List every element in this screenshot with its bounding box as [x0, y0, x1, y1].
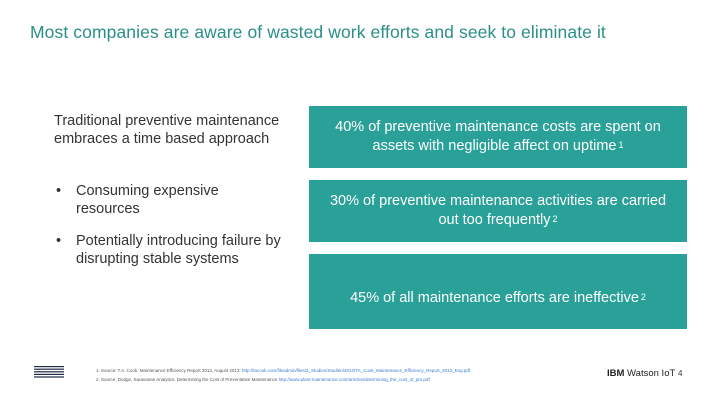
footnote-ref: 1 — [618, 140, 624, 150]
bullet-item — [56, 232, 286, 268]
page-number: 4 — [678, 369, 683, 378]
bullet-icon: • — [56, 183, 62, 199]
slide-title: Most companies are aware of wasted work efforts and seek to eliminate it — [30, 22, 606, 42]
intro-text: Traditional preventive maintenance embraces a time based approach — [54, 113, 280, 147]
footnote-text: 2. Source: Dodge, Saravanan Analytics, Determining the Cost of Preventative Maintenance — [96, 377, 279, 382]
footnote-ref: 2 — [552, 214, 558, 224]
stat-text: 45% of all maintenance efforts are ineffective — [350, 290, 639, 306]
ibm-logo-icon — [34, 365, 64, 379]
bullet-icon: • — [56, 233, 62, 249]
footnote-ref: 2 — [640, 292, 646, 302]
footnote-2 — [96, 375, 596, 384]
stat-box-3 — [309, 254, 687, 329]
bullet-item — [56, 182, 286, 218]
footnote-text: 1. Source: T.A. Cook. Maintenance Efficiency Report 2013, August 2013: — [96, 368, 242, 373]
stat-box-content — [350, 289, 646, 308]
bullet-text: Potentially introducing failure by disrupting stable systems — [76, 233, 281, 267]
brand-prefix: IBM — [607, 368, 625, 379]
brand-suffix: Watson IoT — [624, 368, 676, 379]
stat-text: 30% of preventive maintenance activities are carried out too frequently — [329, 193, 667, 228]
footnote-link[interactable]: http://www.plant-maintenance.com/articles/determining_the_cost_of_pm.pdf — [278, 377, 430, 382]
stat-text: 40% of preventive maintenance costs are spent on assets with negligible affect on uptime — [335, 119, 661, 154]
stat-box-content — [319, 118, 677, 156]
stat-box-2 — [309, 180, 687, 242]
stat-box-1 — [309, 106, 687, 168]
brand-wordmark — [607, 368, 675, 379]
stat-box-content — [319, 192, 677, 230]
footnotes — [96, 366, 596, 384]
bullet-list-item-1 — [56, 182, 286, 218]
bullet-text: Consuming expensive resources — [76, 183, 219, 217]
footnote-1 — [96, 366, 596, 375]
footnote-link[interactable]: http://tacook.com/fileadmin/files/3_Studien/Studien/2013/TA_Cook_Maintenance_Efficiency_Report_2013_Eng.pdf — [241, 368, 471, 373]
bullet-list-item-2 — [56, 232, 286, 268]
